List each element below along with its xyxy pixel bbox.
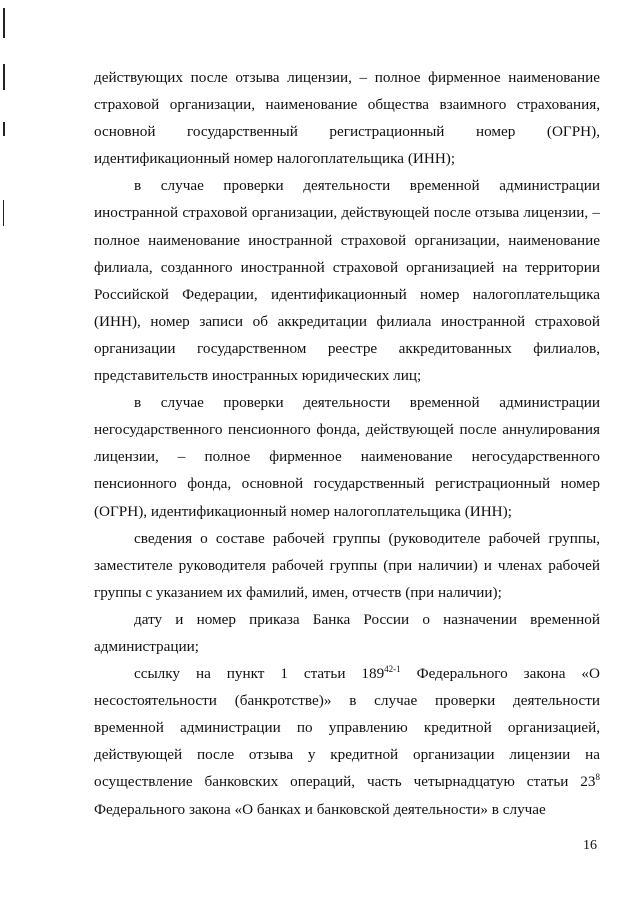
paragraph-pension-fund: в случае проверки деятельности временной администрации негосударственного пенсионного фонда, действующей после аннулирования лицензии, – полное фирменное наименование негосударственного пенсионного фонда, основной государственный регистрационный номер (ОГРН), идентификационный номер налогоплательщика (ИНН); [94, 394, 600, 520]
page-number: 16 [583, 838, 597, 853]
law-reference-text: Федерального закона «О несостоятельности (банкротстве)» в случае проверки деятельности временной администрации по управлению кредитной организацией, действующей после отзыва у кредитной организации лицензии на осуществление банковских операций, часть четырнадцатую статьи 23 [94, 665, 600, 791]
paragraph-working-group: сведения о составе рабочей группы (руководителе рабочей группы, заместителе руководителя рабочей группы (при наличии) и членах рабочей группы с указанием их фамилий, имен, отчеств (при наличии); [94, 529, 600, 601]
paragraph-insurance-org: действующих после отзыва лицензии, – полное фирменное наименование страховой организации, наименование общества взаимного страхования, основной государственный регистрационный номер (ОГРН), идентификационный номер налогоплательщика (ИНН); [94, 69, 600, 168]
scan-edge-mark [3, 200, 4, 226]
document-body [94, 64, 600, 823]
article-superscript: 8 [595, 772, 600, 783]
law-reference-text: Федерального закона «О банках и банковской деятельности» в случае [94, 800, 546, 818]
paragraph-foreign-insurance-org: в случае проверки деятельности временной администрации иностранной страховой организации, действующей после отзыва лицензии, – полное наименование иностранной страховой организации, наименование филиала, созданного иностранной страховой организацией на территории Российской Федерации, идентификационный номер налогоплательщика (ИНН), номер записи об аккредитации филиала иностранной страховой организации государственном реестре аккредитованных филиалов, представительств иностранных юридических лиц; [94, 177, 600, 385]
law-reference-text: ссылку на пункт 1 статьи 189 [134, 665, 385, 683]
scan-edge-mark [3, 8, 5, 38]
paragraph-order-date: дату и номер приказа Банка России о назначении временной администрации; [94, 610, 600, 655]
scan-edge-mark [3, 64, 5, 90]
scan-edge-mark [3, 122, 5, 136]
article-superscript: 42-1 [384, 664, 401, 674]
paragraph-law-reference [94, 660, 600, 823]
